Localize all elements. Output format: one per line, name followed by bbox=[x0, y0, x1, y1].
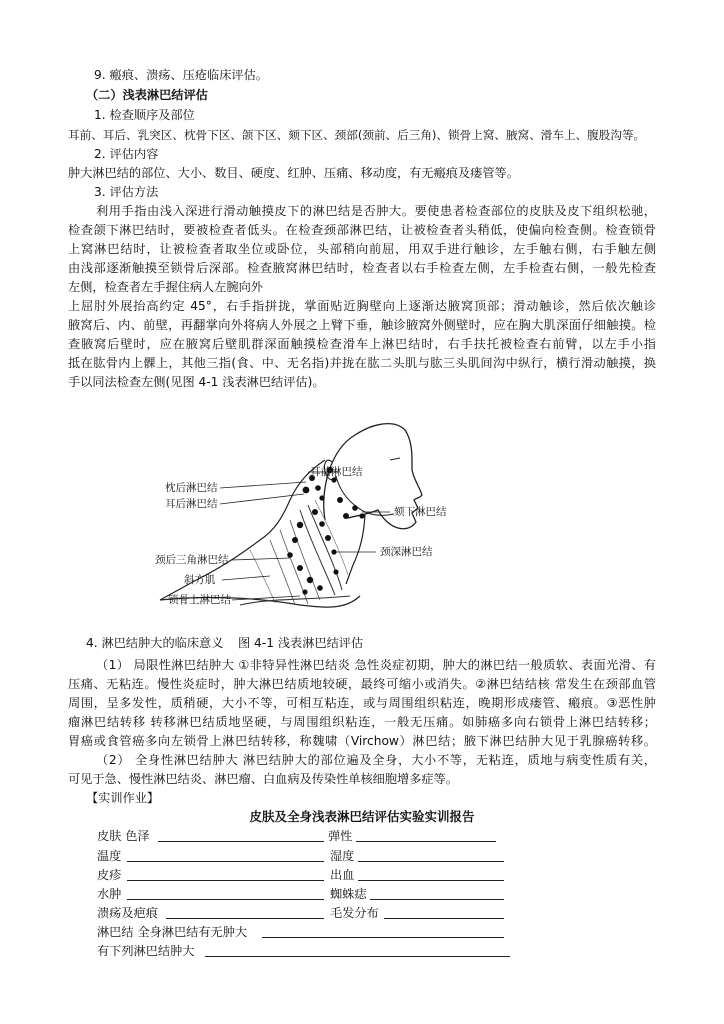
paragraph-line: 利用手指由浅入深进行滑动触摸皮下的淋巴结是否肿大。要使患者检查部位的皮肤及皮下组织松驰， bbox=[96, 204, 656, 218]
label-trapezius: 斜方肌 bbox=[184, 574, 216, 586]
field-lymph-list-blank[interactable] bbox=[205, 956, 510, 957]
field-humidity-blank[interactable] bbox=[358, 861, 504, 862]
field-temperature-blank[interactable] bbox=[127, 861, 324, 862]
paragraph-line: 腋窝后、内、前壁，再翻掌向外将病人外展之上臂下垂，触诊腋窝外侧壁时，应在胸大肌深面仔细触摸。检 bbox=[68, 318, 656, 332]
paragraph-line: 肿大淋巴结的部位、大小、数目、硬度、红肿、压痛、移动度，有无瘢痕及瘘管等。 bbox=[68, 166, 519, 180]
label-deep-cervical: 颈深淋巴结 bbox=[380, 546, 433, 558]
subheading-4: 4. 淋巴结肿大的临床意义 bbox=[86, 636, 224, 650]
subheading-3: 3. 评估方法 bbox=[94, 185, 159, 199]
item-9-line: 9. 瘢痕、溃疡、压疮临床评估。 bbox=[94, 68, 268, 82]
paragraph-line: 胃癌或食管癌多向左锁骨上淋巴结转移，称魏啸（Virchow）淋巴结；腋下淋巴结肿大见于乳腺癌转移。 bbox=[68, 734, 656, 748]
paragraph-line: 上屈肘外展抬高约定 45°，右手指拼拢，掌面贴近胸壁向上逐渐达腋窝顶部；滑动触诊，然后依次触诊 bbox=[68, 299, 656, 313]
label-occipital: 枕后淋巴结 bbox=[165, 482, 218, 494]
label-preauricular: 耳前淋巴结 bbox=[310, 466, 363, 478]
paragraph-line: 压痛、无粘连。慢性炎症时，肿大淋巴结质地较硬，最终可缩小或消失。②淋巴结结核 常发生在颈部血管 bbox=[68, 677, 656, 691]
field-ulcer-scar-label: 溃疡及疤痕 bbox=[97, 906, 158, 920]
paragraph-line: 瘤淋巴结转移 转移淋巴结质地坚硬，与周围组织粘连，一般无压痛。如肺癌多向右锁骨上淋巴结转移； bbox=[68, 715, 656, 729]
field-rash-label: 皮疹 bbox=[97, 868, 122, 882]
paragraph-line: 可见于急、慢性淋巴结炎、淋巴瘤、白血病及传染性单核细胞增多症等。 bbox=[68, 772, 458, 786]
label-submandibular: 颏下淋巴结 bbox=[394, 506, 447, 518]
report-title: 皮肤及全身浅表淋巴结评估实验实训报告 bbox=[249, 809, 475, 824]
paragraph-line: 检查颌下淋巴结时，要被检查者低头。在检查颈部淋巴结，让被检查者头稍低，使偏向检查侧。检查锁骨 bbox=[68, 223, 656, 237]
paragraph-line: 查腋窝后壁时，应在腋窝后壁肌群深面触摸检查滑车上淋巴结时，右手扶托被检查右前臂，以左手小指 bbox=[68, 337, 656, 351]
paragraph-line: （1） 局限性淋巴结肿大 ①非特异性淋巴结炎 急性炎症初期，肿大的淋巴结一般质软、表面光滑、有 bbox=[96, 658, 656, 672]
subheading-1: 1. 检查顺序及部位 bbox=[94, 108, 195, 122]
paragraph-line: 由浅部逐渐触摸至锁骨后深部。检查腋窝淋巴结时，检查者以右手检查左侧，左手检查右侧，一般先检查 bbox=[68, 261, 656, 275]
field-temperature-label: 温度 bbox=[97, 849, 122, 863]
field-lymph-list-label: 有下列淋巴结肿大 bbox=[97, 944, 195, 958]
field-hair-label: 毛发分布 bbox=[330, 906, 379, 920]
field-skin-color-label: 皮肤 色泽 bbox=[97, 829, 150, 843]
label-supraclavicular: 锁骨上淋巴结 bbox=[168, 594, 231, 606]
field-bleeding-blank[interactable] bbox=[358, 880, 504, 881]
paragraph-line: 上窝淋巴结时，让被检查者取坐位或卧位，头部稍向前屈，用双手进行触诊，左手触右侧，右手触左侧 bbox=[68, 242, 656, 256]
label-posterior-triangle: 颈后三角淋巴结 bbox=[155, 554, 229, 566]
figure-caption: 图 4-1 浅表淋巴结评估 bbox=[238, 636, 364, 650]
field-edema-blank[interactable] bbox=[127, 899, 324, 900]
paragraph-line: 耳前、耳后、乳突区、枕骨下区、颌下区、颏下区、颈部(颈前、后三角)、锁骨上窝、腋窝、滑车上、腹股沟等。 bbox=[68, 128, 646, 142]
field-humidity-label: 湿度 bbox=[330, 849, 355, 863]
paragraph-line: 抵在肱骨内上髁上，其他三指(食、中、无名指)并拢在肱二头肌与肱三头肌间沟中纵行，横行滑动触摸，换 bbox=[68, 356, 656, 370]
subheading-2: 2. 评估内容 bbox=[94, 147, 159, 161]
field-edema-label: 水肿 bbox=[97, 887, 122, 901]
paragraph-line: 周围，呈多发性，质稍硬，大小不等，可相互粘连，或与周围组织粘连，晚期形成瘘管、瘢痕。③恶性肿 bbox=[68, 696, 656, 710]
lymph-node-figure bbox=[150, 400, 460, 628]
field-elasticity-label: 弹性 bbox=[328, 829, 353, 843]
field-lymph-any-blank[interactable] bbox=[262, 937, 504, 938]
paragraph-line: 手以同法检查左侧(见图 4-1 浅表淋巴结评估)。 bbox=[68, 375, 325, 389]
field-bleeding-label: 出血 bbox=[330, 868, 355, 882]
field-skin-color-blank[interactable] bbox=[158, 841, 324, 842]
field-ulcer-scar-blank[interactable] bbox=[166, 918, 324, 919]
section-heading: （二）浅表淋巴结评估 bbox=[86, 88, 208, 102]
homework-heading: 【实训作业】 bbox=[86, 791, 160, 805]
field-hair-blank[interactable] bbox=[384, 918, 504, 919]
paragraph-line: （2） 全身性淋巴结肿大 淋巴结肿大的部位遍及全身，大小不等，无粘连，质地与病变性质有关， bbox=[96, 753, 656, 767]
field-spider-nevus-blank[interactable] bbox=[370, 899, 504, 900]
paragraph-line: 左侧，检查者左手握住病人左腕向外 bbox=[68, 280, 263, 294]
field-rash-blank[interactable] bbox=[127, 880, 324, 881]
field-spider-nevus-label: 蜘蛛痣 bbox=[330, 887, 367, 901]
label-postauricular: 耳后淋巴结 bbox=[165, 498, 218, 510]
field-lymph-any-label: 淋巴结 全身淋巴结有无肿大 bbox=[97, 925, 248, 939]
field-elasticity-blank[interactable] bbox=[356, 841, 496, 842]
